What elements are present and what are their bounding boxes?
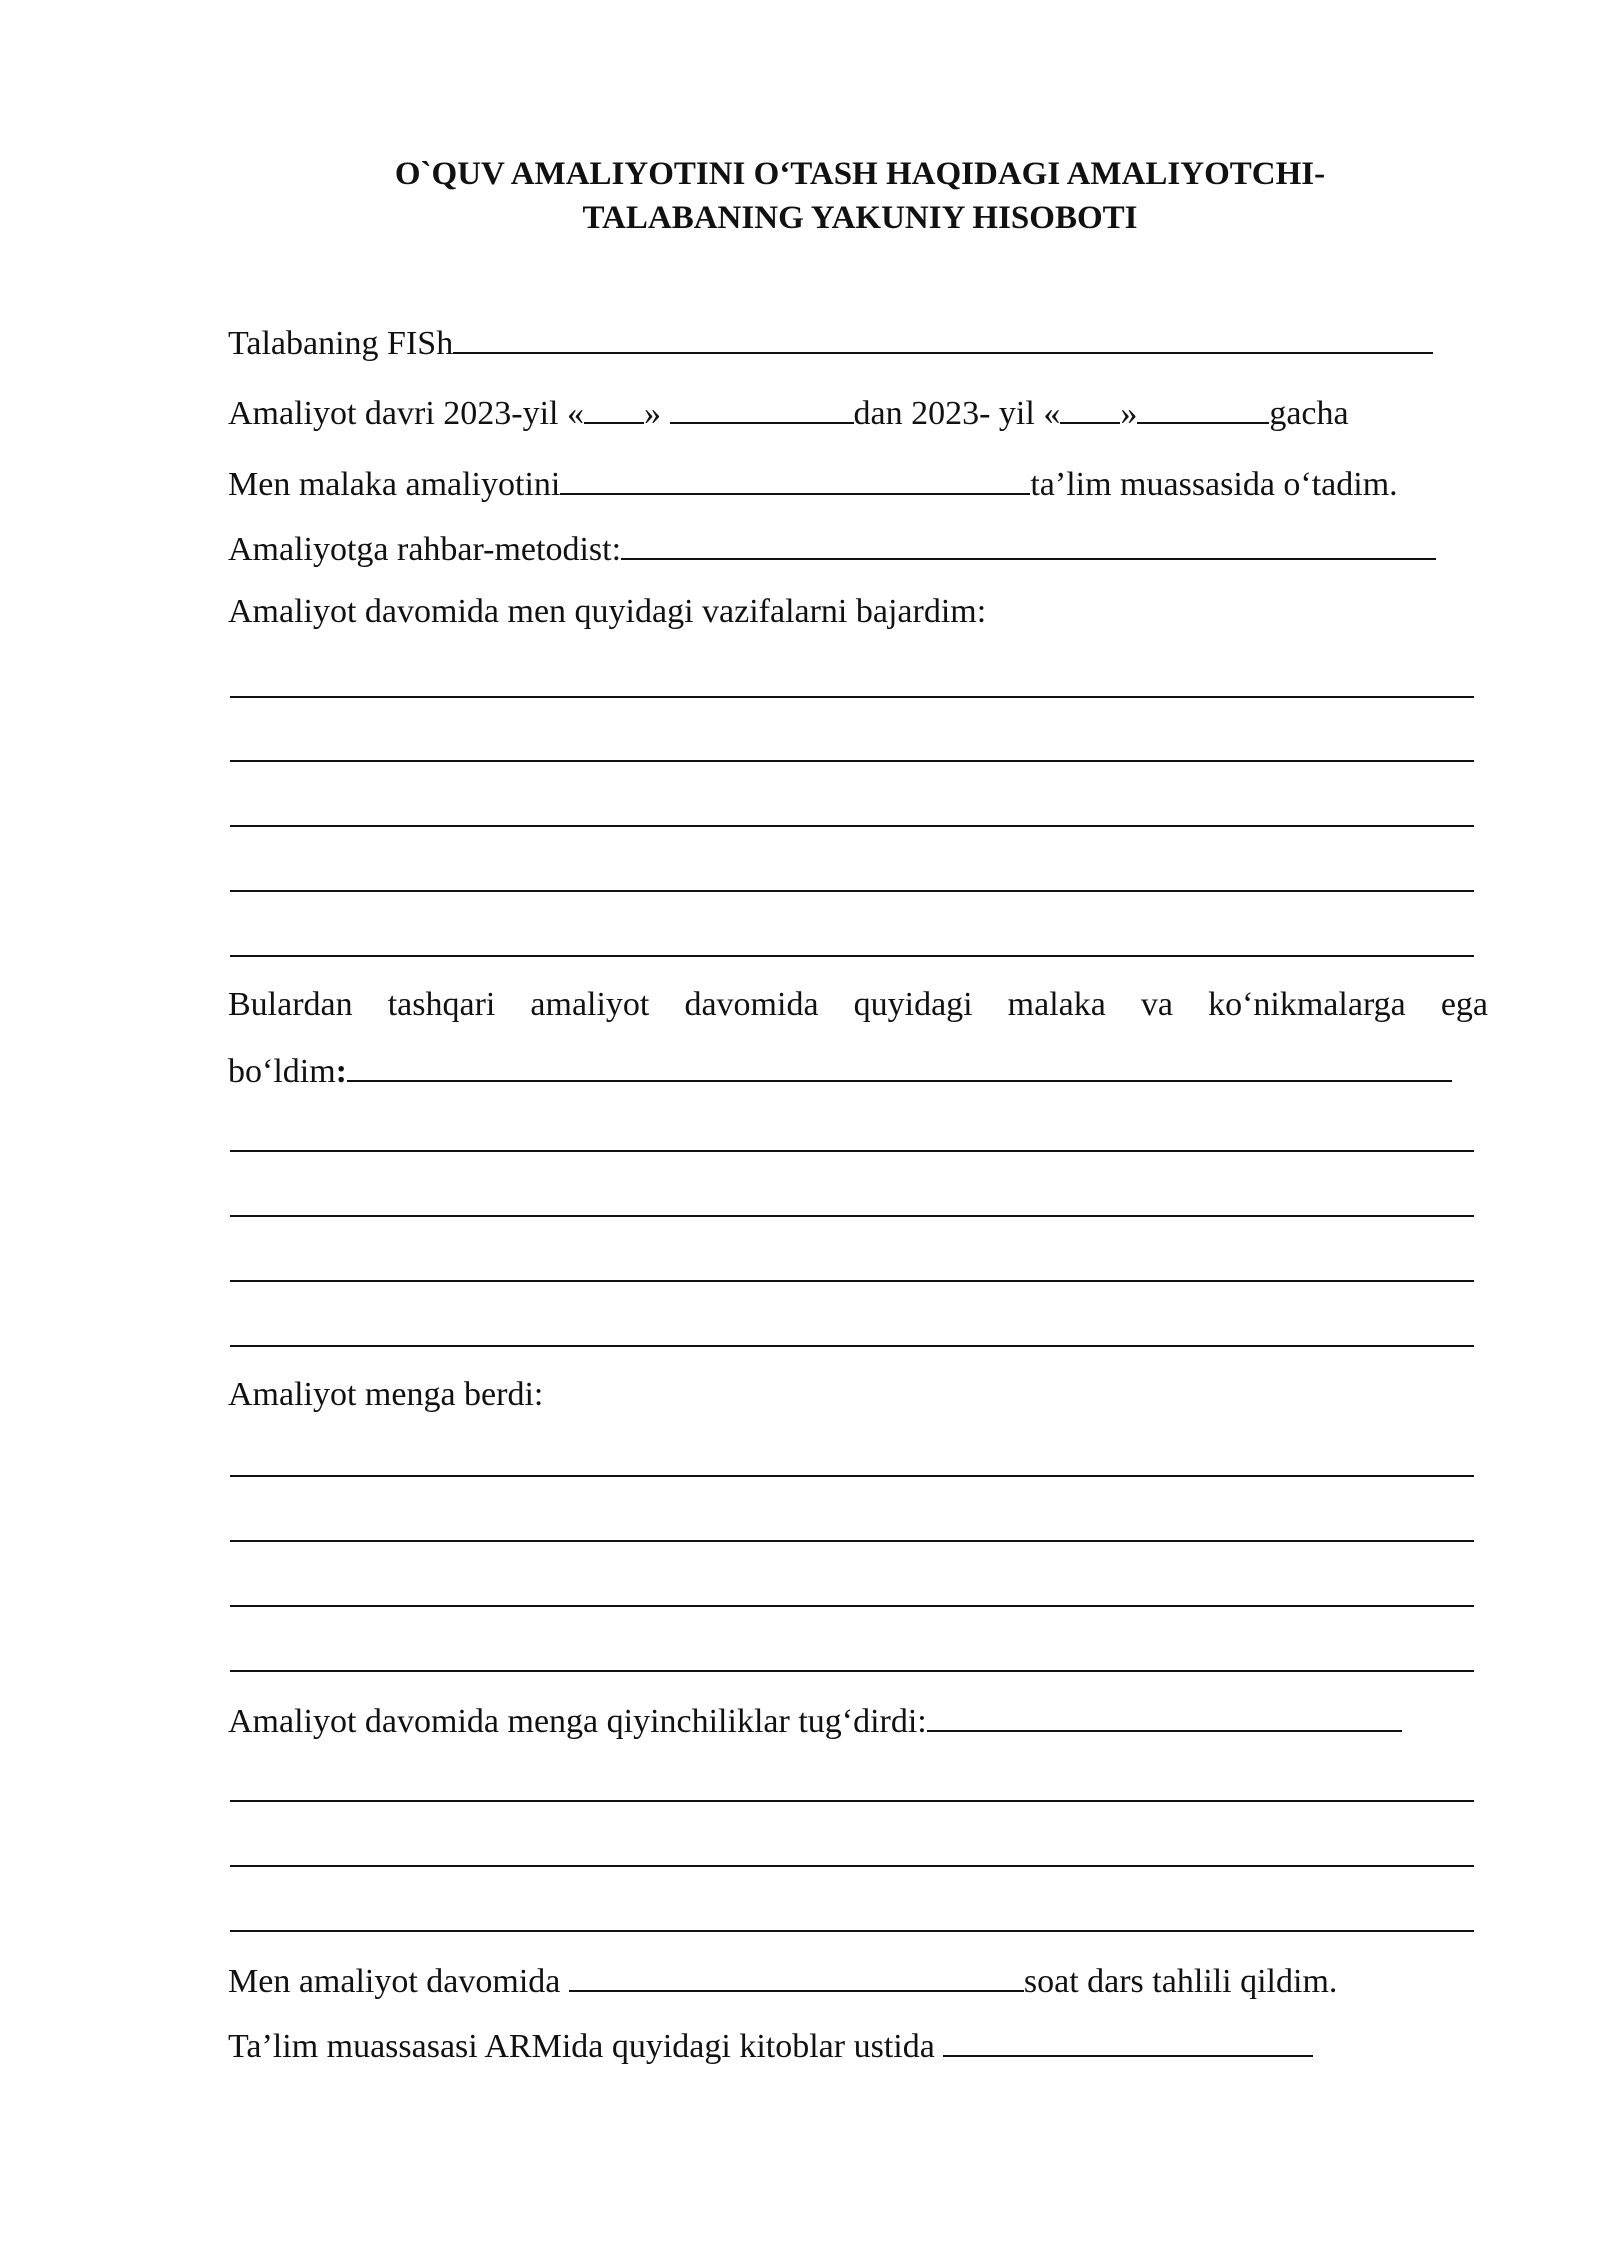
period-start-day-blank[interactable] bbox=[584, 392, 644, 424]
tasks-answer-line[interactable] bbox=[230, 890, 1474, 892]
gave-answer-line[interactable] bbox=[230, 1670, 1474, 1672]
difficulties-row bbox=[228, 1700, 1402, 1742]
period-label: Amaliyot davri 2023-yil « bbox=[228, 395, 585, 432]
report-title bbox=[0, 152, 1600, 240]
library-label: Ta’lim muassasasi ARMida quyidagi kitoblar ustida bbox=[228, 2028, 944, 2065]
tasks-label: Amaliyot davomida men quyidagi vazifalarni bajardim: bbox=[228, 593, 987, 630]
skills-label-cont: bo‘ldim bbox=[228, 1053, 336, 1090]
gave-answer-line[interactable] bbox=[230, 1475, 1474, 1477]
gave-answer-line[interactable] bbox=[230, 1605, 1474, 1607]
report-title-line1: O`QUV AMALIYOTINI O‘TASH HAQIDAGI AMALIYOTCHI- bbox=[394, 156, 1326, 192]
tasks-answer-line[interactable] bbox=[230, 825, 1474, 827]
library-row bbox=[228, 2025, 1313, 2067]
difficulties-answer-line[interactable] bbox=[230, 1800, 1474, 1802]
supervisor-row bbox=[228, 528, 1436, 570]
student-name-label: Talabaning FISh bbox=[228, 325, 454, 362]
period-dan-label: dan 2023- yil « bbox=[853, 395, 1061, 432]
period-start-month-blank[interactable] bbox=[670, 392, 854, 424]
tasks-answer-line[interactable] bbox=[230, 696, 1474, 698]
supervisor-label: Amaliyotga rahbar-metodist: bbox=[228, 531, 622, 568]
skills-blank[interactable] bbox=[347, 1050, 1452, 1082]
period-end-day-blank[interactable] bbox=[1060, 392, 1120, 424]
skills-answer-line[interactable] bbox=[230, 1150, 1474, 1152]
period-quote-close: » bbox=[644, 395, 662, 432]
difficulties-answer-line[interactable] bbox=[230, 1865, 1474, 1867]
skills-label: Bulardan tashqari amaliyot davomida quyidagi malaka va ko‘nikmalarga ega bbox=[228, 986, 1488, 1023]
period-row bbox=[228, 392, 1349, 434]
skills-row bbox=[228, 1050, 1452, 1092]
institution-row bbox=[228, 463, 1398, 505]
gave-label: Amaliyot menga berdi: bbox=[228, 1376, 544, 1413]
tasks-answer-line[interactable] bbox=[230, 760, 1474, 762]
library-blank[interactable] bbox=[943, 2025, 1313, 2057]
hours-row bbox=[228, 1960, 1337, 2002]
hours-blank[interactable] bbox=[569, 1960, 1024, 1992]
difficulties-blank[interactable] bbox=[927, 1700, 1402, 1732]
hours-suffix: soat dars tahlili qildim. bbox=[1023, 1963, 1338, 2000]
skills-answer-line[interactable] bbox=[230, 1345, 1474, 1347]
gave-answer-line[interactable] bbox=[230, 1540, 1474, 1542]
student-name-row bbox=[228, 322, 1433, 364]
institution-blank[interactable] bbox=[560, 463, 1030, 495]
difficulties-answer-line[interactable] bbox=[230, 1930, 1474, 1932]
skills-colon: : bbox=[335, 1053, 347, 1090]
difficulties-label: Amaliyot davomida menga qiyinchiliklar tug‘dirdi: bbox=[228, 1703, 927, 1740]
student-name-blank[interactable] bbox=[453, 322, 1433, 354]
period-end-month-blank[interactable] bbox=[1137, 392, 1269, 424]
period-quote-close-2: » bbox=[1120, 395, 1138, 432]
hours-label: Men amaliyot davomida bbox=[228, 1963, 569, 2000]
supervisor-blank[interactable] bbox=[621, 528, 1436, 560]
skills-answer-line[interactable] bbox=[230, 1280, 1474, 1282]
skills-answer-line[interactable] bbox=[230, 1215, 1474, 1217]
tasks-answer-line[interactable] bbox=[230, 955, 1474, 957]
institution-suffix: ta’lim muassasida o‘tadim. bbox=[1030, 466, 1398, 503]
period-gacha-label: gacha bbox=[1269, 395, 1349, 432]
report-title-line2: TALABANING YAKUNIY HISOBOTI bbox=[582, 200, 1138, 236]
institution-label: Men malaka amaliyotini bbox=[228, 466, 561, 503]
